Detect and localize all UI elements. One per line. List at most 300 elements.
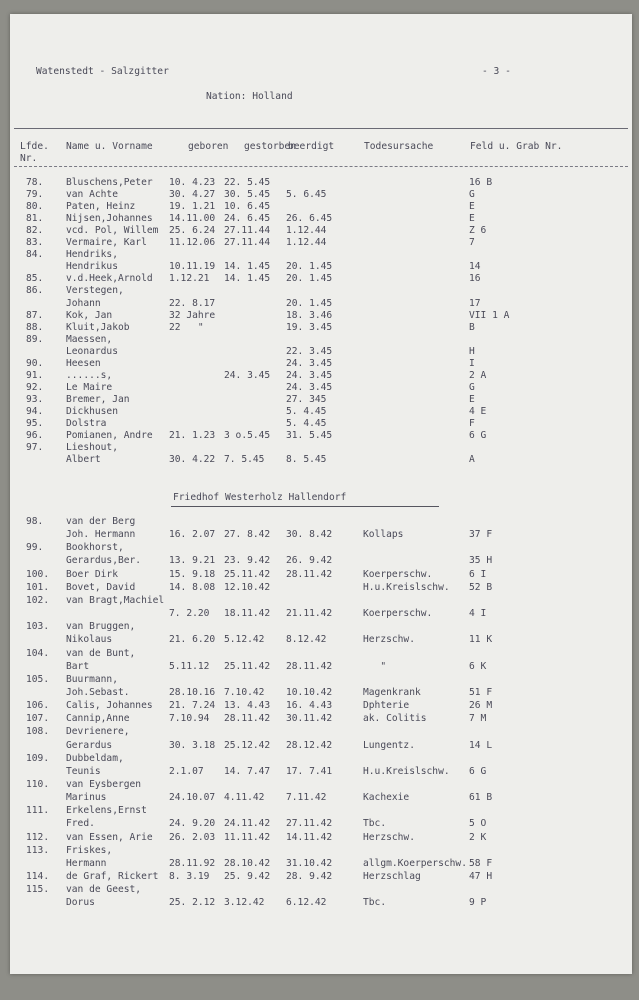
table-row [10,334,632,346]
grave-location: 11 K [469,634,493,646]
row-number: 113. [26,844,50,856]
person-name: Nijsen,Johannes [66,213,153,225]
person-name: Dickhusen [66,405,118,417]
death-date: 28.10.42 [224,857,271,869]
person-name: Hermann [66,857,107,869]
row-number: 89. [26,333,44,345]
person-name: Bovet, David [66,581,136,593]
birth-date: 28.10.16 [169,686,216,698]
grave-location: 4 E [469,405,487,417]
burial-date: 20. 1.45 [286,261,333,273]
birth-date: 14. 8.08 [169,581,216,593]
cause-of-death: ak. Colitis [363,713,427,725]
grave-location: I [469,357,475,369]
cause-of-death: Kachexie [363,792,410,804]
burial-date: 24. 3.45 [286,357,333,369]
person-name: van Bragt,Machiel [66,594,165,606]
death-date: 25. 9.42 [224,871,271,883]
grave-location: 61 B [469,792,493,804]
burial-date: 14.11.42 [286,831,333,843]
row-number: 83. [26,237,44,249]
table-row [10,298,632,310]
grave-location: 14 L [469,739,493,751]
burial-date: 24. 3.45 [286,381,333,393]
row-number: 96. [26,430,44,442]
grave-location: E [469,201,475,213]
grave-location: 6 G [469,430,487,442]
person-name: de Graf, Rickert [66,871,159,883]
table-row [10,805,632,817]
nation-title: Nation: Holland [206,91,293,102]
person-name: Bremer, Jan [66,393,130,405]
burial-date: 6.12.42 [286,897,327,909]
birth-date: 32 Jahre [169,309,216,321]
grave-location: F [469,418,475,429]
cause-of-death: Koerperschw. [363,608,433,620]
table-row [10,753,632,765]
table-row [10,674,632,686]
burial-date: 5. 4.45 [286,405,327,417]
death-date: 5.12.42 [224,634,265,646]
table-row [10,582,632,594]
grave-location: 7 M [469,713,487,725]
grave-location: 2 A [469,369,487,381]
burial-date: 8. 5.45 [286,454,327,466]
cause-of-death: Herzschlag [363,871,421,883]
cause-of-death: Herzschw. [363,831,415,843]
person-name: vcd. Pol, Willem [66,225,159,237]
birth-date: 14.11.00 [169,213,216,225]
table-row [10,884,632,896]
grave-location: G [469,381,475,393]
person-name: van de Bunt, [66,647,136,659]
birth-date: 8. 3.19 [169,871,210,883]
person-name: Friskes, [66,844,113,856]
burial-date: 1.12.44 [286,237,327,249]
birth-date: 2.1.07 [169,765,204,777]
birth-date: 13. 9.21 [169,555,216,567]
birth-date: 5.11.12 [169,660,210,672]
person-name: Leonardus [66,345,118,357]
col-header-nr: Lfde. Nr. [20,141,49,164]
burial-date: 20. 1.45 [286,297,333,309]
table-row [10,621,632,633]
row-number: 93. [26,393,44,405]
row-number: 112. [26,831,50,843]
row-number: 100. [26,568,50,580]
cause-of-death: Lungentz. [363,739,415,751]
death-date: 24. 3.45 [224,369,271,381]
person-name: van Eysbergen [66,779,142,790]
grave-location: E [469,393,475,405]
burial-date: 27.11.42 [286,818,333,830]
birth-date: 1.12.21 [169,273,210,285]
burial-date: 5. 4.45 [286,418,327,429]
grave-location: 51 F [469,686,493,698]
row-number: 108. [26,726,50,738]
grave-location: 58 F [469,857,493,869]
grave-location: 17 [469,297,481,309]
table-row [10,595,632,607]
col-header-name: Name u. Vorname [66,141,153,152]
birth-date: 30. 4.22 [169,454,216,466]
birth-date: 7. 2.20 [169,608,210,620]
header-bottom-rule [14,166,628,167]
birth-date: 21. 6.20 [169,634,216,646]
table-row [10,201,632,213]
burial-date: 16. 4.43 [286,700,333,712]
cause-of-death: Kollaps [363,529,404,541]
row-number: 79. [26,189,44,201]
person-name: Bluschens,Peter [66,177,153,188]
table-row [10,871,632,883]
col-header-beerdigt: beerdigt [288,141,335,152]
cause-of-death: Herzschw. [363,634,415,646]
cause-of-death: H.u.Kreislschw. [363,581,450,593]
person-name: Paten, Heinz [66,201,136,213]
row-number: 91. [26,369,44,381]
death-date: 3 o.5.45 [224,430,271,442]
grave-location: 16 [469,273,481,285]
person-name: ......s, [66,369,113,381]
grave-location: 5 O [469,818,487,830]
row-number: 90. [26,357,44,369]
col-header-gestorben: gestorben [244,141,296,152]
table-row [10,516,632,528]
cause-of-death: H.u.Kreislschw. [363,765,450,777]
person-name: Dorus [66,897,95,909]
header-top-rule [14,128,628,129]
table-row [10,569,632,581]
person-name: Nikolaus [66,634,113,646]
row-number: 86. [26,285,44,297]
person-name: Cannip,Anne [66,713,130,725]
person-name: van Essen, Arie [66,831,153,843]
table-row [10,430,632,442]
table-row [10,726,632,738]
table-row [10,845,632,857]
grave-location: VII 1 A [469,309,510,321]
burial-date: 24. 3.45 [286,369,333,381]
cause-of-death: Koerperschw. [363,568,433,580]
grave-location: 7 [469,237,475,249]
death-date: 11.11.42 [224,831,271,843]
birth-date: 7.10.94 [169,713,210,725]
person-name: Joh. Hermann [66,529,136,541]
burial-date: 8.12.42 [286,634,327,646]
row-number: 97. [26,442,44,454]
row-number: 104. [26,647,50,659]
person-name: Hendriks, [66,249,118,261]
row-number: 94. [26,405,44,417]
table-row [10,370,632,382]
burial-date: 20. 1.45 [286,273,333,285]
burial-date: 28.12.42 [286,739,333,751]
burial-date: 28. 9.42 [286,871,333,883]
cause-of-death: allgm.Koerperschw. [363,857,467,869]
person-name: Albert [66,454,101,466]
row-number: 81. [26,213,44,225]
cause-of-death: Dphterie [363,700,410,712]
birth-date: 22 " [169,321,204,333]
table-row [10,542,632,554]
person-name: Buurmann, [66,673,118,685]
person-name: Vermaire, Karl [66,237,147,249]
birth-date: 30. 3.18 [169,739,216,751]
grave-location: A [469,454,475,466]
table-row [10,818,632,830]
birth-date: 26. 2.03 [169,831,216,843]
birth-date: 15. 9.18 [169,568,216,580]
person-name: Maessen, [66,333,113,345]
grave-location: 6 K [469,660,487,672]
row-number: 111. [26,805,50,817]
death-date: 18.11.42 [224,608,271,620]
table-row [10,189,632,201]
table-row [10,213,632,225]
row-number: 114. [26,871,50,883]
row-number: 103. [26,621,50,633]
table-row [10,608,632,620]
row-number: 88. [26,321,44,333]
grave-location: 9 P [469,897,487,909]
grave-location: B [469,321,475,333]
birth-date: 24.10.07 [169,792,216,804]
person-name: Calis, Johannes [66,700,153,712]
grave-location: 6 I [469,568,487,580]
place-header: Watenstedt - Salzgitter [36,66,169,77]
burial-date: 28.11.42 [286,568,333,580]
table-row [10,177,632,189]
row-number: 92. [26,381,44,393]
person-name: Teunis [66,765,101,777]
death-date: 7. 5.45 [224,454,265,466]
grave-location: 2 K [469,831,487,843]
person-name: van Achte [66,189,118,201]
burial-date: 26. 6.45 [286,213,333,225]
death-date: 4.11.42 [224,792,265,804]
table-row [10,555,632,567]
row-number: 80. [26,201,44,213]
person-name: v.d.Heek,Arnold [66,273,153,285]
burial-date: 21.11.42 [286,608,333,620]
row-number: 98. [26,516,44,527]
burial-date: 1.12.44 [286,225,327,237]
table-row [10,310,632,322]
birth-date: 10. 4.23 [169,177,216,188]
row-number: 107. [26,713,50,725]
table-row [10,346,632,358]
table-row [10,418,632,430]
table-row [10,687,632,699]
grave-location: 52 B [469,581,493,593]
birth-date: 30. 4.27 [169,189,216,201]
person-name: Pomianen, Andre [66,430,153,442]
row-number: 110. [26,779,50,790]
death-date: 13. 4.43 [224,700,271,712]
cause-of-death: Tbc. [363,897,387,909]
birth-date: 16. 2.07 [169,529,216,541]
burial-date: 19. 3.45 [286,321,333,333]
cause-of-death: Magenkrank [363,686,421,698]
row-number: 106. [26,700,50,712]
table-row [10,322,632,334]
table-row [10,832,632,844]
grave-location: 16 B [469,177,493,188]
grave-location: 14 [469,261,481,273]
birth-date: 24. 9.20 [169,818,216,830]
row-number: 82. [26,225,44,237]
grave-location: 47 H [469,871,493,883]
death-date: 14. 1.45 [224,273,271,285]
death-date: 27.11.44 [224,237,271,249]
death-date: 27. 8.42 [224,529,271,541]
death-date: 7.10.42 [224,686,265,698]
death-date: 30. 5.45 [224,189,271,201]
table-row [10,237,632,249]
row-number: 95. [26,418,44,429]
table-row [10,766,632,778]
birth-date: 28.11.92 [169,857,216,869]
row-number: 78. [26,177,44,188]
burial-date: 30. 8.42 [286,529,333,541]
grave-location: G [469,189,475,201]
row-number: 109. [26,752,50,764]
row-number: 85. [26,273,44,285]
table-row [10,442,632,454]
burial-date: 7.11.42 [286,792,327,804]
table-row [10,261,632,273]
death-date: 3.12.42 [224,897,265,909]
burial-date: 17. 7.41 [286,765,333,777]
death-date: 28.11.42 [224,713,271,725]
person-name: Boer Dirk [66,568,118,580]
birth-date: 25. 2.12 [169,897,216,909]
person-name: Fred. [66,818,95,830]
section-title: Friedhof Westerholz Hallendorf [173,492,347,503]
person-name: Gerardus [66,739,113,751]
section-title-underline [171,506,439,507]
grave-location: 35 H [469,555,493,567]
row-number: 105. [26,673,50,685]
table-row [10,779,632,791]
grave-location: 4 I [469,608,487,620]
death-date: 23. 9.42 [224,555,271,567]
death-date: 22. 5.45 [224,177,271,188]
table-row [10,648,632,660]
table-row [10,358,632,370]
burial-date: 31.10.42 [286,857,333,869]
death-date: 24.11.42 [224,818,271,830]
grave-location: 37 F [469,529,493,541]
birth-date: 25. 6.24 [169,225,216,237]
person-name: Kok, Jan [66,309,113,321]
birth-date: 19. 1.21 [169,201,216,213]
birth-date: 21. 7.24 [169,700,216,712]
person-name: Le Maire [66,381,113,393]
person-name: Heesen [66,357,101,369]
death-date: 10. 6.45 [224,201,271,213]
burial-date: 31. 5.45 [286,430,333,442]
table-row [10,249,632,261]
col-header-feld: Feld u. Grab Nr. [470,141,563,152]
person-name: Hendrikus [66,261,118,273]
table-row [10,858,632,870]
table-row [10,529,632,541]
grave-location: 6 G [469,765,487,777]
grave-location: 26 M [469,700,493,712]
burial-date: 22. 3.45 [286,345,333,357]
burial-date: 27. 345 [286,393,327,405]
table-row [10,382,632,394]
cause-of-death: " [363,660,387,672]
grave-location: E [469,213,475,225]
table-row [10,634,632,646]
table-row [10,273,632,285]
col-header-todesursache: Todesursache [364,141,434,152]
person-name: Bookhorst, [66,542,124,554]
death-date: 25.11.42 [224,568,271,580]
death-date: 14. 7.47 [224,765,271,777]
table-row [10,661,632,673]
table-row [10,700,632,712]
person-name: Erkelens,Ernst [66,805,147,817]
burial-date: 30.11.42 [286,713,333,725]
person-name: van de Geest, [66,884,142,896]
death-date: 25.11.42 [224,660,271,672]
burial-date: 18. 3.46 [286,309,333,321]
burial-date: 26. 9.42 [286,555,333,567]
person-name: Verstegen, [66,285,124,297]
death-date: 12.10.42 [224,581,271,593]
person-name: Dolstra [66,418,107,429]
person-name: Joh.Sebast. [66,686,130,698]
grave-location: Z 6 [469,225,487,237]
death-date: 25.12.42 [224,739,271,751]
burial-date: 5. 6.45 [286,189,327,201]
burial-date: 10.10.42 [286,686,333,698]
burial-date: 28.11.42 [286,660,333,672]
row-number: 84. [26,249,44,261]
table-row [10,713,632,725]
death-date: 14. 1.45 [224,261,271,273]
grave-location: H [469,345,475,357]
person-name: Gerardus,Ber. [66,555,142,567]
birth-date: 21. 1.23 [169,430,216,442]
person-name: Kluit,Jakob [66,321,130,333]
death-date: 27.11.44 [224,225,271,237]
person-name: Devrienere, [66,726,130,738]
birth-date: 22. 8.17 [169,297,216,309]
table-row [10,897,632,909]
table-row [10,406,632,418]
person-name: Dubbeldam, [66,752,124,764]
birth-date: 10.11.19 [169,261,216,273]
col-header-geboren: geboren [188,141,229,152]
person-name: Johann [66,297,101,309]
table-row [10,454,632,466]
document-sheet [10,14,632,974]
table-row [10,394,632,406]
cause-of-death: Tbc. [363,818,387,830]
row-number: 87. [26,309,44,321]
row-number: 102. [26,594,50,606]
death-date: 24. 6.45 [224,213,271,225]
row-number: 115. [26,884,50,896]
row-number: 99. [26,542,44,554]
birth-date: 11.12.06 [169,237,216,249]
table-row [10,792,632,804]
